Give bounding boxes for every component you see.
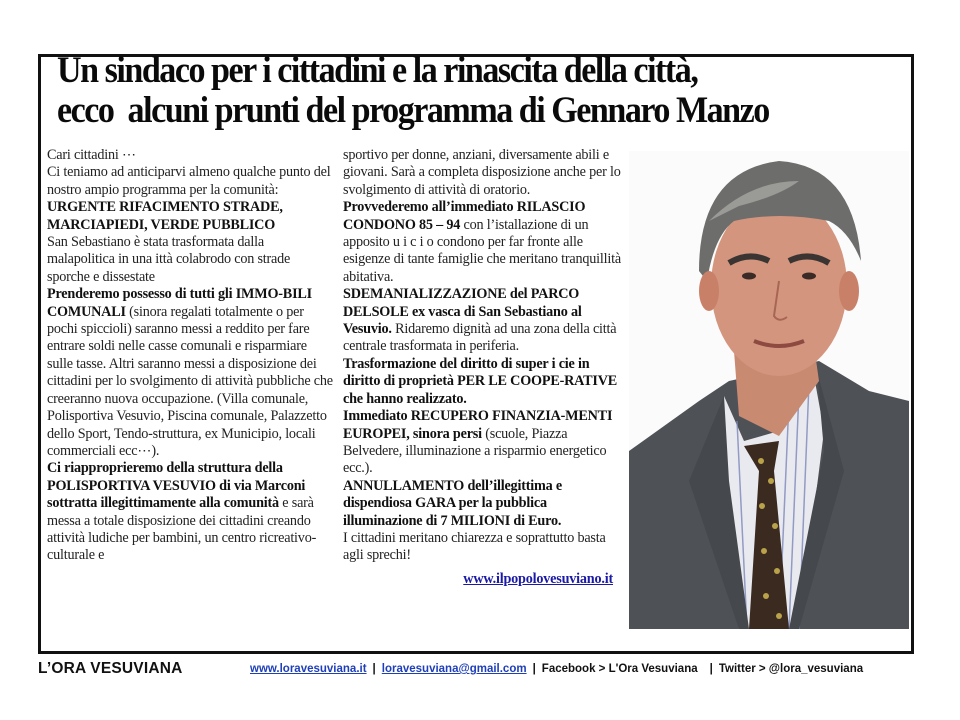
point-roads-text: San Sebastiano è stata trasformata dalla malapolitica in una ittà colabrodo con strade sporche e dissestate [47, 234, 291, 285]
separator: | [372, 663, 376, 675]
publication-brand: L’ORA VESUVIANA [38, 660, 183, 677]
point-polisportiva-heading: Ci riapproprieremo della struttura della POLISPORTIVA VESUVIO di via Marconi sottratta illegittimamente alla comunità [47, 460, 306, 512]
headline [57, 51, 839, 131]
salutation: Cari cittadini ⋯ [47, 147, 136, 163]
continuation-text: sportivo per donne, anziani, diversamente abili e giovani. Sarà a completa disposizione anche per lo svolgimento di attività di oratorio. [343, 147, 621, 198]
source-link[interactable]: www.ilpopolovesuviano.it [463, 570, 613, 587]
point-polisportiva [47, 460, 335, 564]
headline-line-2: ecco alcuni prunti del programma di Gennaro Manzo [57, 90, 769, 131]
article-frame [38, 50, 914, 654]
point-funds-heading: Immediato RECUPERO FINANZIA-MENTI EUROPEI, sinora persi [343, 408, 613, 442]
twitter-handle: Twitter > @lora_vesuviana [718, 663, 864, 675]
point-buildings-heading: Prenderemo possesso di tutti gli IMMO-BILI COMUNALI [47, 286, 312, 320]
footer-contacts [250, 663, 863, 675]
point-cooperative: Trasformazione del diritto di super i cie in diritto di proprietà PER LE COOPE-RATIVE che hanno realizzato. [343, 355, 618, 407]
portrait-image [629, 151, 909, 629]
point-condono-text: con l’istallazione di un apposito u i c i o condono per far fronte alle esigenze di tante famiglie che meritano tranquillità abitativa. [343, 216, 621, 285]
point-polisportiva-text: e sarà messa a totale disposizione dei cittadini creando attività ludiche per bambini, un centro ricreativo-culturale e [47, 495, 317, 564]
facebook-handle: Facebook > L'Ora Vesuviana [541, 663, 698, 675]
point-roads-heading: URGENTE RIFACIMENTO STRADE, MARCIAPIEDI, VERDE PUBBLICO [47, 199, 283, 233]
article-column-1 [47, 147, 335, 565]
point-parco [343, 286, 629, 356]
headline-line-1: Un sindaco per i cittadini e la rinascita della città, [57, 50, 698, 91]
point-funds [343, 408, 629, 478]
candidate-photo [629, 151, 909, 629]
email-link[interactable]: loravesuviana@gmail.com [381, 663, 527, 675]
separator: | [532, 663, 536, 675]
point-condono-heading: Provvederemo all’immediato RILASCIO CONDONO 85 – 94 [343, 199, 586, 233]
point-parco-heading: SDEMANIALIZZAZIONE del PARCO DELSOLE ex vasca di San Sebastiano al Vesuvio. [343, 286, 582, 338]
point-buildings-text: (sinora regalati totalmente o per pochi spiccioli) saranno messi a reddito per fare entrare soldi nelle casse comunali e risparmiare sulle tasse. Altri saranno messi a disposizione dei cittadini per lo svolgimento di attività pubbliche che creeranno nuova occupazione. (Villa comunale, Polisportiva Vesuvio, Piscina comunale, Palazzetto dello Sport, Tendo-struttura, ex Municipio, locali commerciali ecc⋯). [47, 303, 333, 459]
separator: | [709, 663, 713, 675]
footer-bar [38, 660, 918, 682]
website-link[interactable]: www.loravesuviana.it [250, 663, 367, 675]
point-condono [343, 199, 629, 286]
point-gara: ANNULLAMENTO dell’illegittima e dispendiosa GARA per la pubblica illuminazione di 7 MILIONI di Euro. [343, 477, 562, 529]
point-funds-text: (scuole, Piazza Belvedere, illuminazione a risparmio energetico ecc.). [343, 425, 607, 477]
point-parco-text: Ridaremo dignità ad una zona della città centrale trasformata in periferia. [343, 321, 617, 355]
article-column-2 [343, 147, 629, 588]
intro-paragraph: Ci teniamo ad anticiparvi almeno qualche punto del nostro ampio programma per la comunità: [47, 164, 331, 198]
point-buildings [47, 286, 335, 460]
closing-text: I cittadini meritano chiarezza e soprattutto basta agli sprechi! [343, 529, 606, 564]
